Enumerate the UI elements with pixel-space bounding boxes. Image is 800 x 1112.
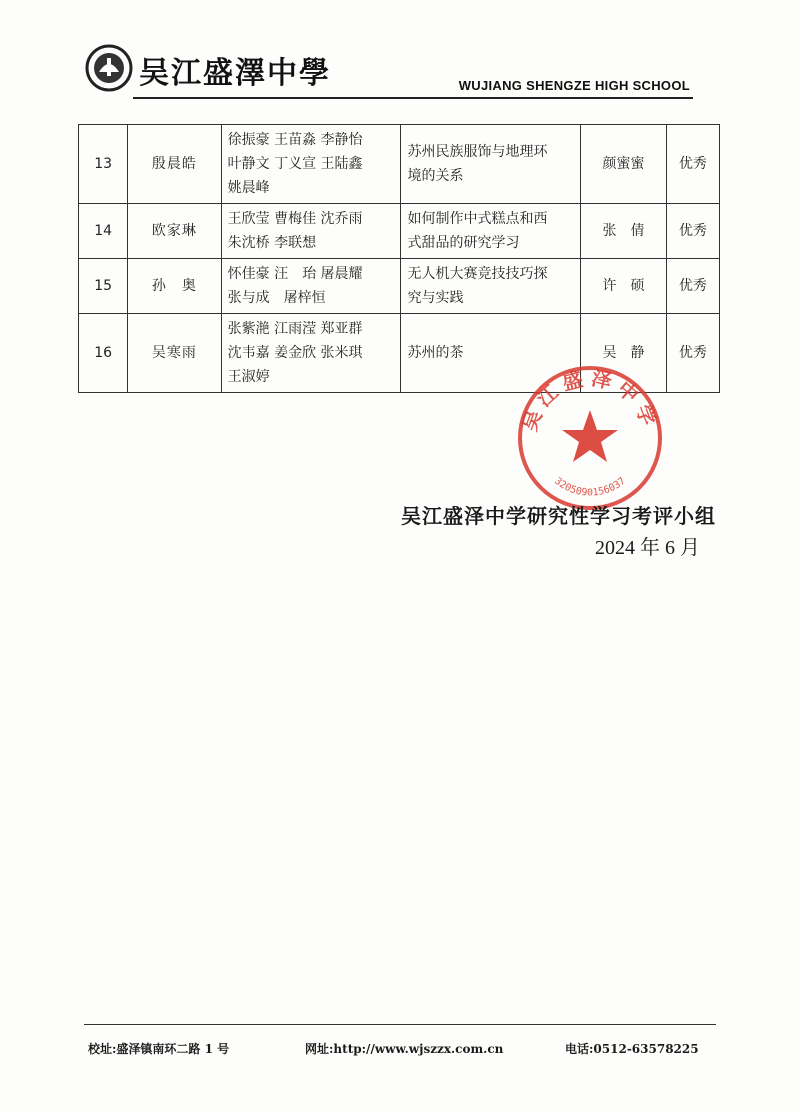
row-number: 16	[79, 314, 128, 393]
group-members-line: 朱沈桥 李联想	[227, 235, 317, 251]
tutor-name: 张 倩	[581, 204, 666, 259]
table-body	[79, 125, 720, 393]
research-topic	[401, 259, 581, 314]
grade: 优秀	[666, 314, 719, 393]
group-members-line: 张紫滟 江雨滢 郑亚群	[227, 321, 363, 337]
school-name-en: WUJIANG SHENGZE HIGH SCHOOL	[458, 78, 690, 93]
group-members	[221, 125, 401, 204]
research-topic-line: 苏州的茶	[407, 345, 464, 361]
official-seal-icon	[510, 358, 670, 518]
footer-address: 校址:盛泽镇南环二路 1 号	[88, 1042, 230, 1056]
svg-text:3205090156037: 3205090156037	[552, 475, 628, 499]
research-topic-line: 究与实践	[407, 290, 464, 306]
group-members-line: 姚晨峰	[227, 180, 270, 196]
table-row	[79, 204, 720, 259]
row-number: 13	[79, 125, 128, 204]
group-leader: 吴寒雨	[128, 314, 221, 393]
svg-text:吴江盛泽中学: 吴江盛泽中学	[517, 365, 663, 435]
research-topic-line: 如何制作中式糕点和西	[407, 211, 548, 227]
group-members-line: 叶静文 丁义宣 王陆鑫	[227, 156, 363, 172]
signature-date: 2024 年 6 月	[595, 537, 700, 559]
research-topic-line: 式甜品的研究学习	[407, 235, 520, 251]
footer-phone: 电话:0512-63578225	[565, 1042, 699, 1056]
research-topic	[401, 125, 581, 204]
row-number: 14	[79, 204, 128, 259]
group-leader: 欧家琳	[128, 204, 221, 259]
table-row	[79, 125, 720, 204]
group-members-line: 张与成 屠梓恒	[227, 290, 326, 306]
footer-divider	[84, 1024, 716, 1025]
header-divider	[133, 97, 693, 99]
group-members	[221, 259, 401, 314]
research-topic-line: 境的关系	[407, 168, 464, 184]
tutor-name: 吴 静	[581, 314, 666, 393]
research-topic	[401, 204, 581, 259]
group-members-line: 王淑婷	[227, 369, 270, 385]
group-members	[221, 314, 401, 393]
tutor-name: 颜蜜蜜	[581, 125, 666, 204]
school-name-cn: 吴江盛澤中學	[139, 56, 331, 91]
tutor-name: 许 硕	[581, 259, 666, 314]
research-group-table	[78, 124, 720, 393]
footer-website: 网址:http://www.wjszzx.com.cn	[305, 1042, 504, 1056]
signature-organization: 吴江盛泽中学研究性学习考评小组	[401, 504, 716, 528]
letterhead	[85, 40, 695, 100]
group-leader: 殷晨皓	[128, 125, 221, 204]
grade: 优秀	[666, 204, 719, 259]
group-leader: 孙 奥	[128, 259, 221, 314]
group-members	[221, 204, 401, 259]
research-topic-line: 苏州民族服饰与地理环	[407, 144, 548, 160]
grade: 优秀	[666, 125, 719, 204]
group-members-line: 王欣莹 曹梅佳 沈乔雨	[227, 211, 363, 227]
group-members-line: 徐振豪 王苗淼 李静怡	[227, 132, 363, 148]
group-members-line: 怀佳豪 汪 珆 屠晨耀	[227, 266, 363, 282]
research-topic-line: 无人机大赛竞技技巧探	[407, 266, 548, 282]
table-row	[79, 259, 720, 314]
group-members-line: 沈韦嘉 姜金欣 张米琪	[227, 345, 363, 361]
row-number: 15	[79, 259, 128, 314]
school-logo-icon	[85, 44, 133, 92]
grade: 优秀	[666, 259, 719, 314]
